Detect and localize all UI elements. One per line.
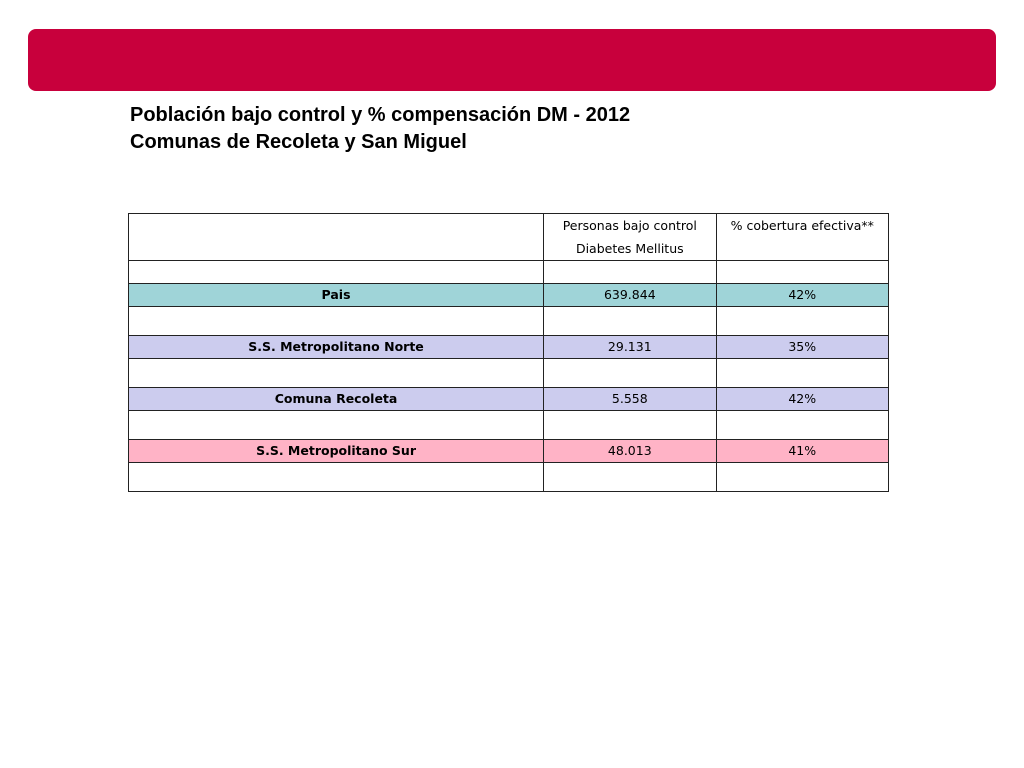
- row-personas: 48.013: [544, 440, 716, 463]
- row-cobertura: 41%: [716, 440, 888, 463]
- header-cell-personas: [544, 214, 716, 261]
- title-line-2: Comunas de Recoleta y San Miguel: [130, 131, 467, 153]
- table-row-spacer: [129, 463, 889, 492]
- spacer-cell: [129, 261, 544, 284]
- row-personas: 5.558: [544, 388, 716, 411]
- spacer-cell: [716, 359, 888, 388]
- page-title: [130, 102, 930, 156]
- header-cell-empty: [129, 214, 544, 261]
- spacer-cell: [716, 307, 888, 336]
- table-row-spacer: [129, 359, 889, 388]
- spacer-cell: [129, 463, 544, 492]
- spacer-cell: [544, 463, 716, 492]
- title-line-1: Población bajo control y % compensación DM - 2012: [130, 104, 631, 126]
- row-cobertura: 42%: [716, 284, 888, 307]
- spacer-cell: [544, 411, 716, 440]
- table-row-spacer: [129, 411, 889, 440]
- row-personas: 639.844: [544, 284, 716, 307]
- table-header-row: [129, 214, 889, 261]
- table-row-ss-sur: [129, 440, 889, 463]
- data-table: [128, 213, 889, 492]
- row-label: Comuna Recoleta: [129, 388, 544, 411]
- spacer-cell: [544, 359, 716, 388]
- header-personas-line-1: Personas bajo control: [562, 218, 697, 233]
- row-label: S.S. Metropolitano Sur: [129, 440, 544, 463]
- row-personas: 29.131: [544, 336, 716, 359]
- spacer-cell: [716, 411, 888, 440]
- table-row-ss-norte: [129, 336, 889, 359]
- spacer-cell: [129, 411, 544, 440]
- table-row-pais: [129, 284, 889, 307]
- table-row-spacer: [129, 261, 889, 284]
- table-row-recoleta: [129, 388, 889, 411]
- row-cobertura: 42%: [716, 388, 888, 411]
- header-banner: [28, 29, 996, 91]
- spacer-cell: [129, 359, 544, 388]
- spacer-cell: [544, 307, 716, 336]
- row-label: S.S. Metropolitano Norte: [129, 336, 544, 359]
- spacer-cell: [716, 261, 888, 284]
- header-cell-cobertura: % cobertura efectiva**: [716, 214, 888, 261]
- spacer-cell: [716, 463, 888, 492]
- spacer-cell: [544, 261, 716, 284]
- header-personas-line-2: Diabetes Mellitus: [575, 241, 684, 256]
- row-cobertura: 35%: [716, 336, 888, 359]
- row-label: Pais: [129, 284, 544, 307]
- spacer-cell: [129, 307, 544, 336]
- table-row-spacer: [129, 307, 889, 336]
